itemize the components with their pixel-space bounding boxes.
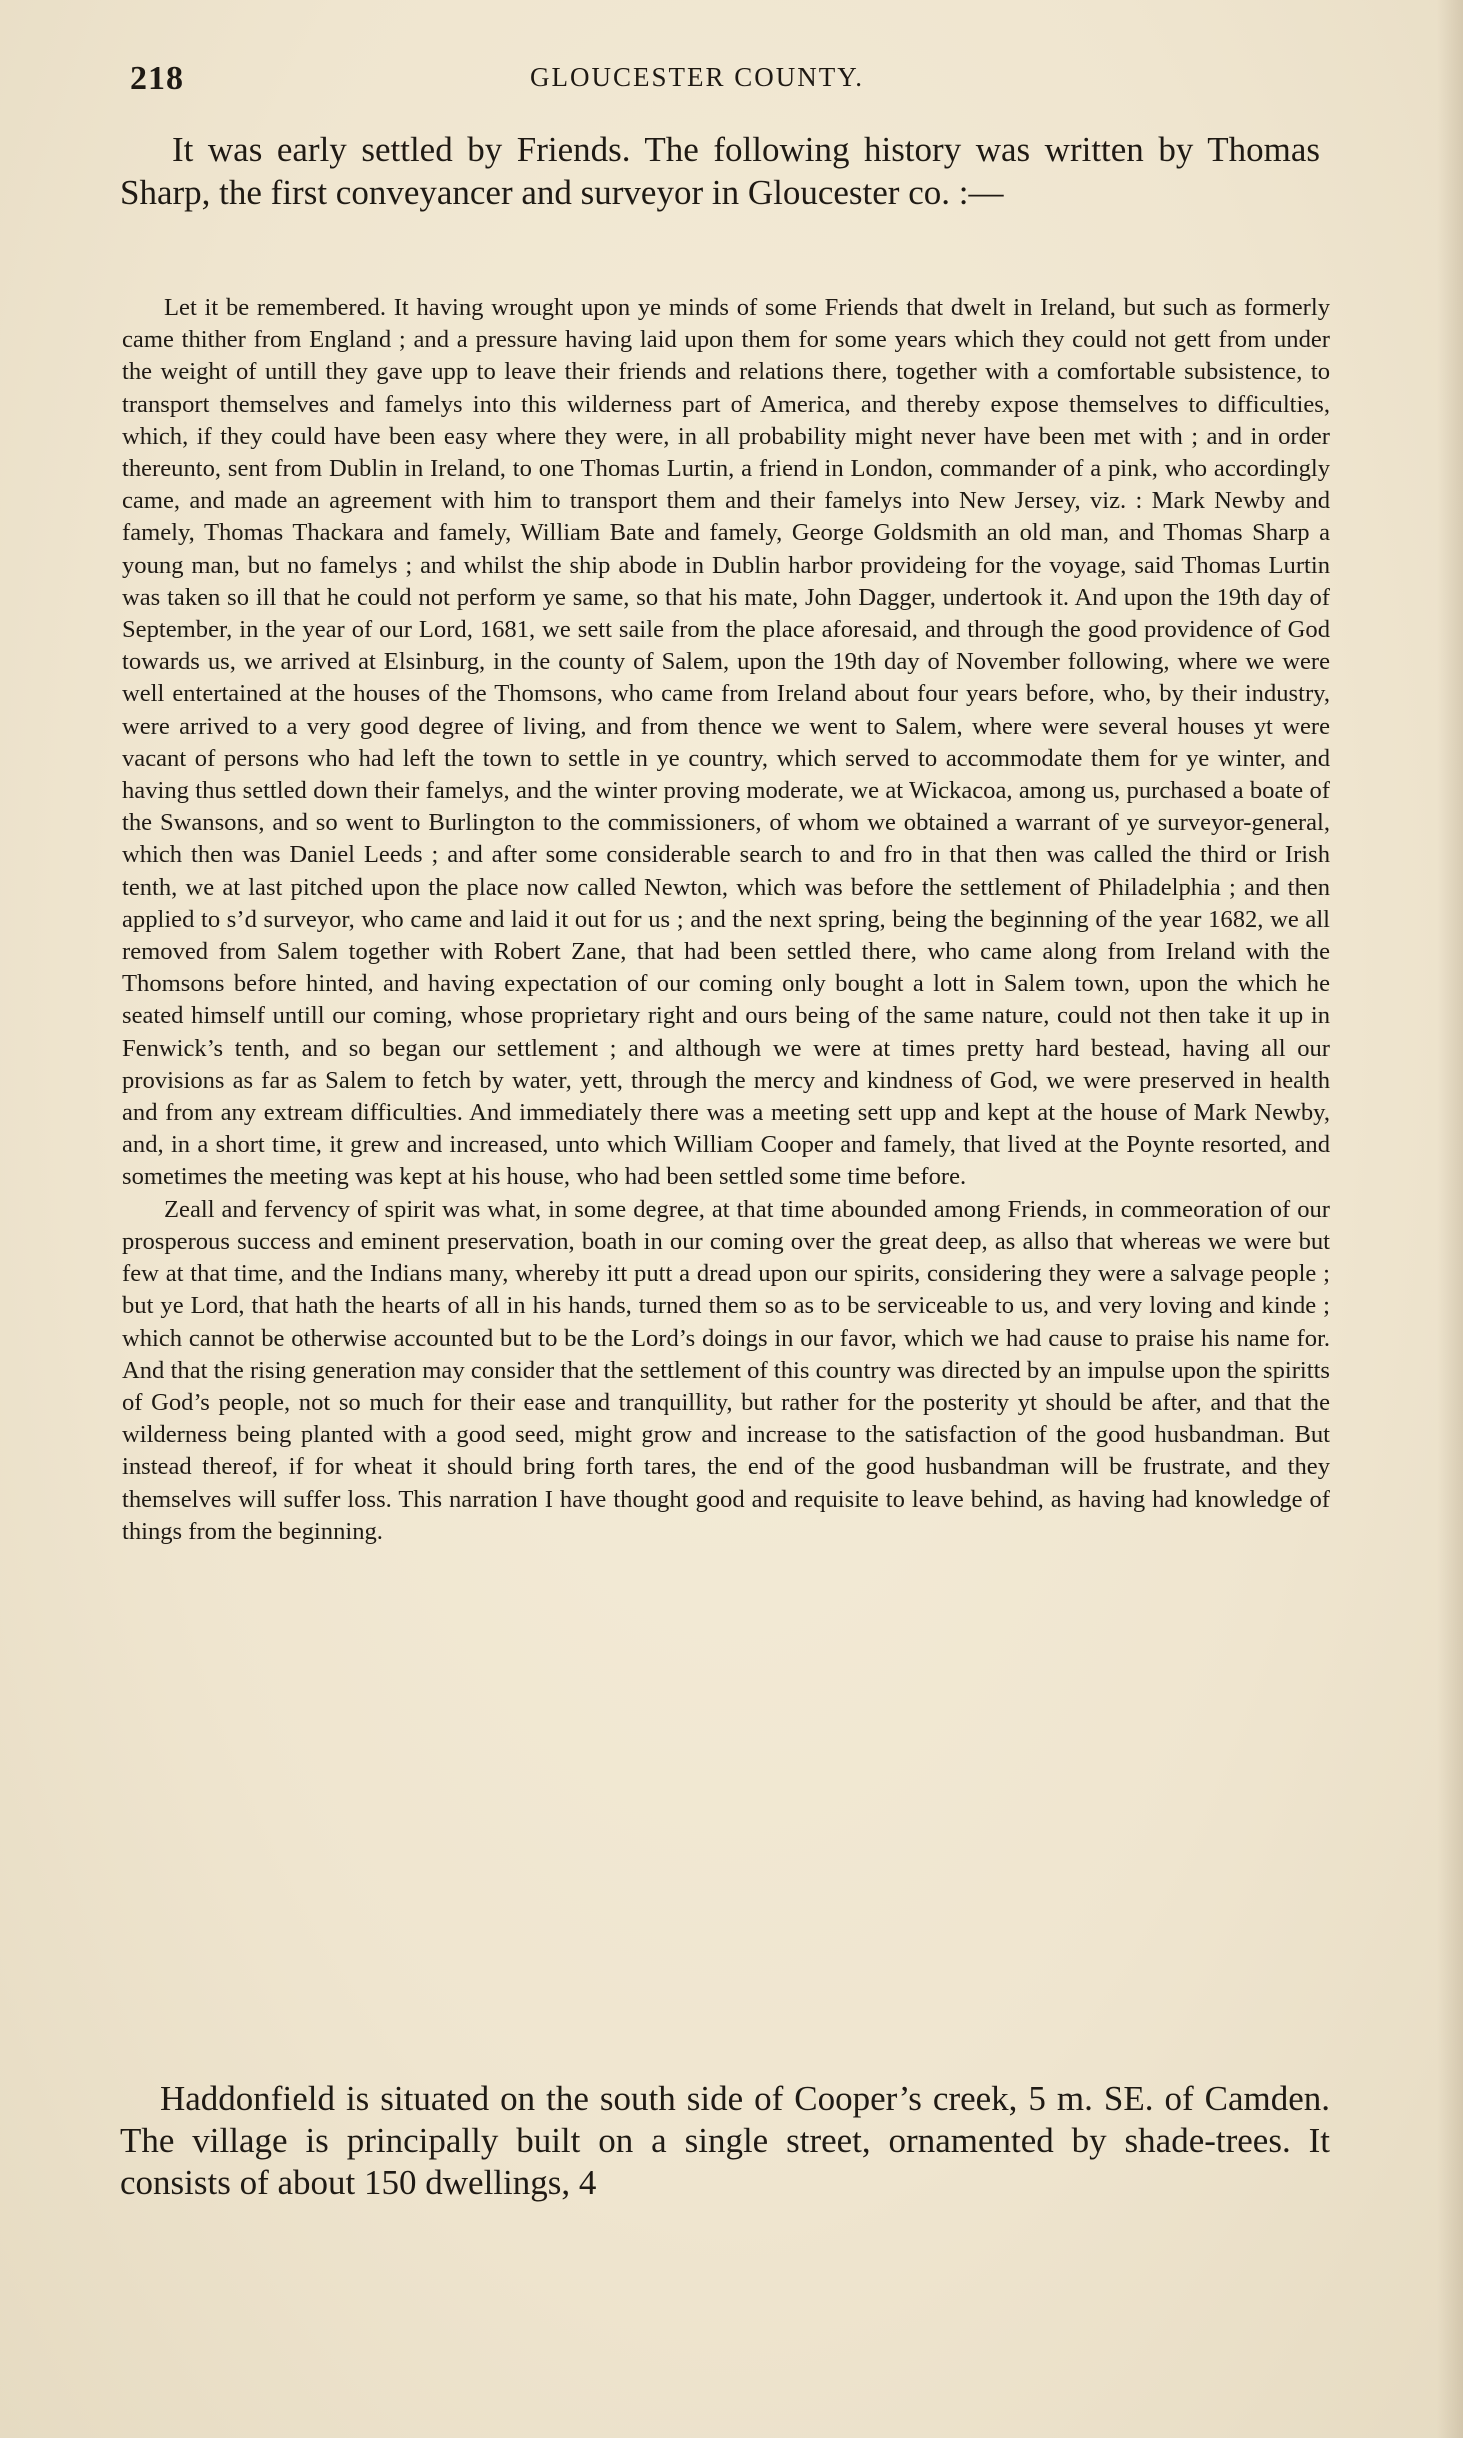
running-head: GLOUCESTER COUNTY. xyxy=(530,62,865,92)
page-header xyxy=(130,54,1330,104)
page-number: 218 xyxy=(130,60,184,97)
haddonfield-paragraph: Haddonfield is situated on the south side of Cooper’s creek, 5 m. SE. of Camden. The village is principally built on a single street, ornamented by shade-trees. It consists of about 150 dwellings, 4 xyxy=(120,2079,1330,2202)
page-edge-shadow xyxy=(1437,0,1463,2438)
quote-paragraph-2: Zeall and fervency of spirit was what, in some degree, at that time abounded among Friends, in commeoration of our prosperous success and eminent preservation, boath in our coming over the great deep, as allso that whereas we were but few at that time, and the Indians many, whereby itt putt a dread upon our spirits, considering they were a salvage people ; but ye Lord, that hath the hearts of all in his hands, turned them so as to be serviceable to us, and very loving and kinde ; which cannot be otherwise accounted but to be the Lord’s doings in our favor, which we had cause to praise his name for. And that the rising generation may consider that the settlement of this country was directed by an impulse upon the spiritts of God’s people, not so much for their ease and tranquillity, but rather for the posterity yt should be after, and that the wilderness being planted with a good seed, might grow and increase to the satisfaction of the good husbandman. But instead thereof, if for wheat it should bring forth tares, the end of the good husbandman will be frustrate, and they themselves will suffer loss. This narration I have thought good and requisite to leave behind, as having had knowledge of things from the beginning. xyxy=(122,1195,1330,1545)
intro-paragraph: It was early settled by Friends. The following history was written by Thomas Sharp, the first conveyancer and surveyor in Gloucester co. :— xyxy=(120,130,1320,212)
quoted-history xyxy=(122,292,1330,1548)
quote-paragraph-1: Let it be remembered. It having wrought upon ye minds of some Friends that dwelt in Ireland, but such as formerly came thither from England ; and a pressure having laid upon them for some years which they could not gett from under the weight of untill they gave upp to leave their friends and relations there, together with a comfortable subsistence, to transport themselves and famelys into this wilderness part of America, and thereby expose themselves to difficulties, which, if they could have been easy where they were, in all probability might never have been met with ; and in order thereunto, sent from Dublin in Ireland, to one Thomas Lurtin, a friend in London, commander of a pink, who accordingly came, and made an agreement with him to transport them and their famelys into New Jersey, viz. : Mark Newby and famely, Thomas Thackara and famely, William Bate and famely, George Goldsmith an old man, and Thomas Sharp a young man, but no famelys ; and whilst the ship abode in Dublin harbor provideing for the voyage, said Thomas Lurtin was taken so ill that he could not perform ye same, so that his mate, John Dagger, undertook it. And upon the 19th day of September, in the year of our Lord, 1681, we sett saile from the place aforesaid, and through the good providence of God towards us, we arrived at Elsinburg, in the county of Salem, upon the 19th day of November following, where we were well entertained at the houses of the Thomsons, who came from Ireland about four years before, who, by their industry, were arrived to a very good degree of living, and from thence we went to Salem, where were several houses yt were vacant of persons who had left the town to settle in ye country, which served to accommodate them for ye winter, and having thus settled down their famelys, and the winter proving moderate, we at Wickacoa, among us, purchased a boate of the Swansons, and so went to Burlington to the commissioners, of whom we obtained a warrant of ye surveyor-general, which then was Daniel Leeds ; and after some considerable search to and fro in that then was called the third or Irish tenth, we at last pitched upon the place now called Newton, which was before the settlement of Philadelphia ; and then applied to s’d surveyor, who came and laid it out for us ; and the next spring, being the beginning of the year 1682, we all removed from Salem together with Robert Zane, that had been settled there, who came along from Ireland with the Thomsons before hinted, and having expectation of our coming only bought a lott in Salem town, upon the which he seated himself untill our coming, whose proprietary right and ours being of the same nature, could not then take it up in Fenwick’s tenth, and so began our settlement ; and although we were at times pretty hard bestead, having all our provisions as far as Salem to fetch by water, yett, through the mercy and kindness of God, we were preserved in health and from any extream difficulties. And immediately there was a meeting sett upp and kept at the house of Mark Newby, and, in a short time, it grew and increased, unto which William Cooper and famely, that lived at the Poynte resorted, and sometimes the meeting was kept at his house, who had been settled some time before. xyxy=(122,294,1330,1191)
